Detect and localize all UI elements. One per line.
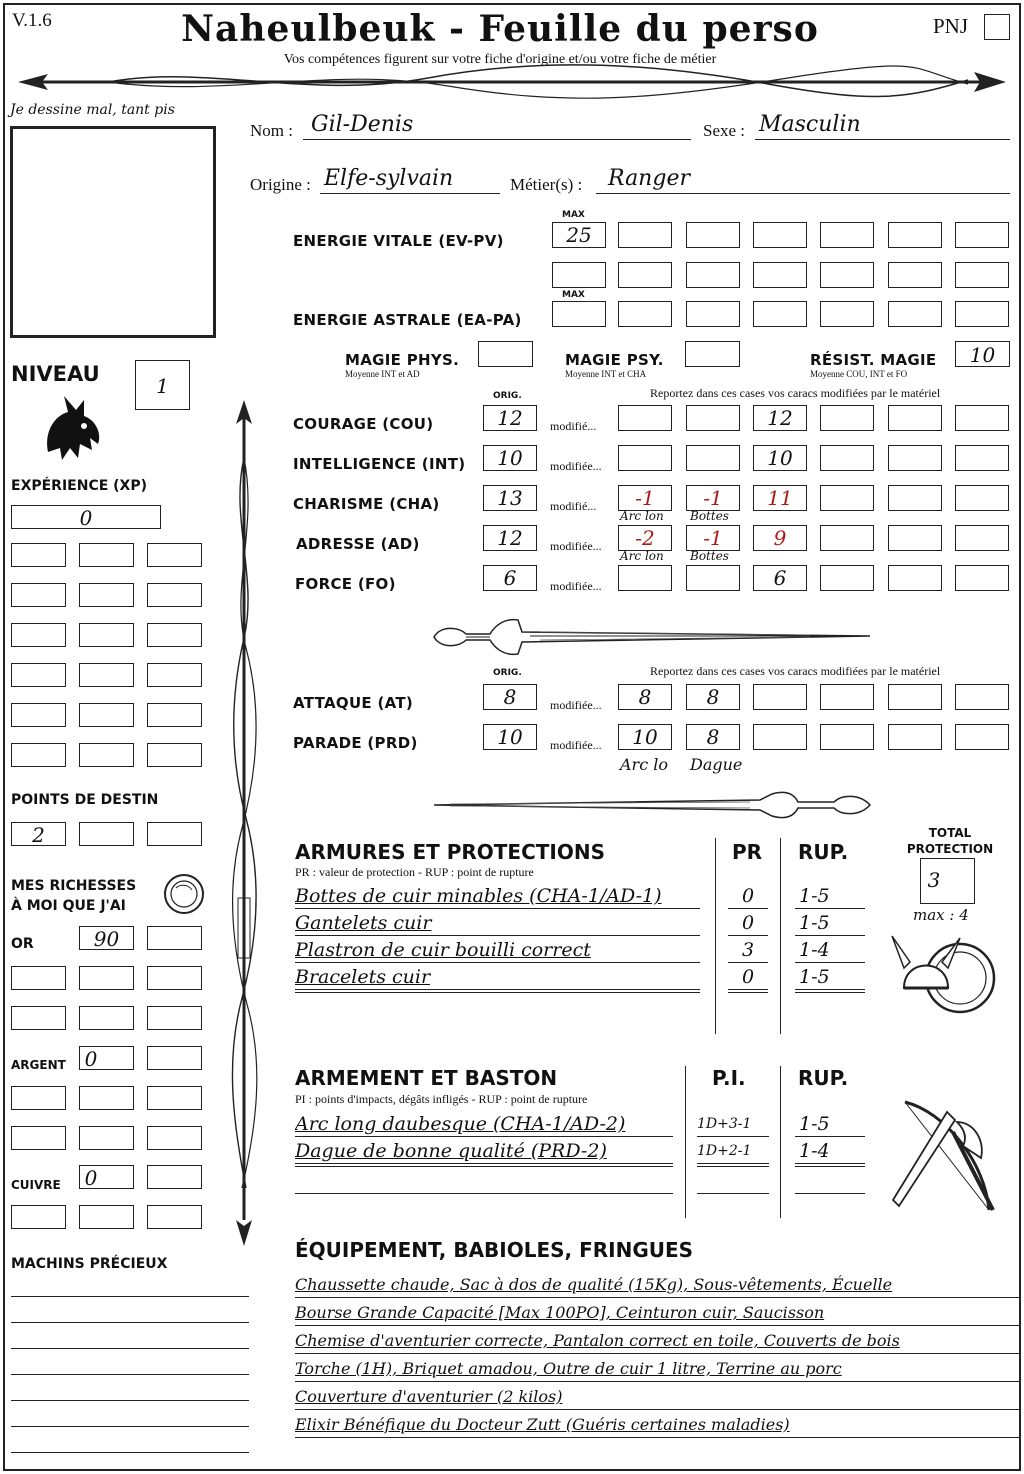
- ea-box-6[interactable]: [888, 301, 942, 327]
- armure-rup-4[interactable]: [795, 992, 865, 993]
- origine-label: Origine :: [250, 175, 311, 194]
- combat-m2-1[interactable]: [686, 724, 740, 750]
- ev-box-1[interactable]: [552, 222, 606, 248]
- carac-m3-2[interactable]: [753, 485, 807, 511]
- armure-rup-0[interactable]: 1-5: [795, 884, 865, 909]
- carac-label-3: ADRESSE (AD): [296, 535, 420, 553]
- nom-label: Nom :: [250, 121, 293, 140]
- xp-box-0-1[interactable]: [79, 543, 134, 567]
- armure-pr-0[interactable]: 0: [728, 884, 768, 909]
- carac-m2-0[interactable]: [686, 405, 740, 431]
- armure-name-3[interactable]: Bracelets cuir: [295, 965, 700, 990]
- destin-box-1[interactable]: 2: [11, 822, 66, 846]
- equip-line-5[interactable]: Elixir Bénéfique du Docteur Zutt (Guéris certaines maladies): [295, 1412, 1020, 1438]
- portrait-caption: Je dessine mal, tant pis: [10, 102, 175, 118]
- money-box-argent-1-1[interactable]: [79, 1126, 134, 1150]
- combat-mod-label-1: modifiée...: [550, 738, 602, 752]
- carac-m1-2-value: -1: [635, 486, 655, 510]
- carac-label-4: FORCE (FO): [295, 575, 396, 593]
- total-protection-label-2: PROTECTION: [906, 842, 994, 856]
- combat-m3-0[interactable]: [753, 684, 807, 710]
- xp-box-4-2[interactable]: [147, 703, 202, 727]
- combat-m2-1-value: 8: [706, 725, 720, 749]
- ev-box-4[interactable]: [753, 222, 807, 248]
- money-box-or-0-0[interactable]: [11, 966, 66, 990]
- ea-max-label: MAX: [562, 290, 585, 300]
- xp-box-5-1[interactable]: [79, 743, 134, 767]
- carac-m3-0-value: 12: [767, 406, 793, 430]
- coin-icon: [162, 872, 206, 916]
- carac-m2-4[interactable]: [686, 565, 740, 591]
- resist-magie-box[interactable]: 10: [955, 341, 1010, 367]
- sword-ornament-2: [430, 780, 875, 830]
- carac-note2-3: Bottes: [690, 549, 729, 563]
- weapons-icon: [885, 1092, 1005, 1220]
- carac-m6-1[interactable]: [955, 445, 1009, 471]
- money-box-argent-0-1[interactable]: [79, 1086, 134, 1110]
- combat-note: Reportez dans ces cases vos caracs modifiées par le matériel: [650, 664, 941, 678]
- combat-m4-1[interactable]: [820, 724, 874, 750]
- carac-orig-0-value: 12: [497, 406, 523, 430]
- armure-pr-2[interactable]: 3: [728, 938, 768, 963]
- combat-m1-0[interactable]: [618, 684, 672, 710]
- carac-m5-2[interactable]: [888, 485, 942, 511]
- ev-box-row2-3[interactable]: [686, 262, 740, 288]
- combat-m5-1[interactable]: [888, 724, 942, 750]
- nom-field[interactable]: Gil-Denis: [303, 112, 691, 140]
- carac-m1-2[interactable]: [618, 485, 672, 511]
- carac-m4-4[interactable]: [820, 565, 874, 591]
- equip-line-2[interactable]: Chemise d'aventurier correcte, Pantalon correct en toile, Couverts de bois: [295, 1328, 1020, 1354]
- carac-mod-label-4: modifiée...: [550, 579, 602, 593]
- metier-label: Métier(s) :: [510, 175, 583, 194]
- carac-m3-3[interactable]: [753, 525, 807, 551]
- money-box-argent-0-2[interactable]: [147, 1086, 202, 1110]
- arme-pi-1[interactable]: 1D+2-1: [697, 1139, 769, 1164]
- carac-m4-1[interactable]: [820, 445, 874, 471]
- xp-box-4-0[interactable]: [11, 703, 66, 727]
- page-title: Naheulbeuk - Feuille du perso: [181, 8, 819, 50]
- carac-m1-0[interactable]: [618, 405, 672, 431]
- ev-box-1-value: 25: [566, 223, 592, 247]
- money-box-argent-1-2[interactable]: [147, 1126, 202, 1150]
- ea-box-7[interactable]: [955, 301, 1009, 327]
- carac-m6-0[interactable]: [955, 405, 1009, 431]
- arme-rup-3[interactable]: [795, 1193, 865, 1194]
- xp-box-1-1[interactable]: [79, 583, 134, 607]
- money-box-or-1-0[interactable]: [11, 1006, 66, 1030]
- carac-m2-3-value: -1: [703, 526, 723, 550]
- argent-label: ARGENT: [11, 1058, 66, 1072]
- sexe-label: Sexe :: [703, 121, 746, 140]
- machin-line-1[interactable]: [11, 1322, 249, 1323]
- or-box-2[interactable]: [147, 926, 202, 950]
- carac-orig-2-value: 13: [497, 486, 523, 510]
- combat-orig-1-value: 10: [497, 725, 523, 749]
- ev-box-row2-5[interactable]: [820, 262, 874, 288]
- portrait-box[interactable]: [10, 126, 216, 338]
- armures-sub: PR : valeur de protection - RUP : point de rupture: [295, 865, 534, 879]
- ev-box-row2-4[interactable]: [753, 262, 807, 288]
- armures-pr-header: PR: [732, 840, 763, 864]
- money-box-or-0-2[interactable]: [147, 966, 202, 990]
- carac-orig-1-value: 10: [497, 446, 523, 470]
- armement-title: ARMEMENT ET BASTON: [295, 1066, 558, 1090]
- arme-pi-0[interactable]: 1D+3-1: [697, 1112, 769, 1137]
- machin-line-5[interactable]: [11, 1426, 249, 1427]
- arme-name-2[interactable]: [295, 1166, 673, 1167]
- combat-m1-1[interactable]: [618, 724, 672, 750]
- caracs-note: Reportez dans ces cases vos caracs modifiées par le matériel: [650, 386, 941, 400]
- richesses-label-1: MES RICHESSES: [11, 878, 137, 894]
- armure-rup-3[interactable]: 1-5: [795, 965, 865, 990]
- carac-m5-1[interactable]: [888, 445, 942, 471]
- carac-m3-1[interactable]: [753, 445, 807, 471]
- xp-box-1-2[interactable]: [147, 583, 202, 607]
- arme-name-0[interactable]: Arc long daubesque (CHA-1/AD-2): [295, 1112, 673, 1137]
- carac-m1-1[interactable]: [618, 445, 672, 471]
- money-box-or-1-1[interactable]: [79, 1006, 134, 1030]
- arme-pi-2[interactable]: [697, 1166, 769, 1167]
- richesses-label-2: À MOI QUE J'AI: [11, 898, 126, 914]
- page-subtitle: Vos compétences figurent sur votre fiche d'origine et/ou votre fiche de métier: [283, 52, 717, 67]
- carac-label-2: CHARISME (CHA): [293, 495, 440, 513]
- origine-field[interactable]: Elfe-sylvain: [320, 166, 500, 194]
- combat-m3-1[interactable]: [753, 724, 807, 750]
- ev-label: ENERGIE VITALE (EV-PV): [293, 232, 504, 250]
- staff-ornament: [226, 398, 262, 1248]
- xp-box-0-2[interactable]: [147, 543, 202, 567]
- carac-m4-3[interactable]: [820, 525, 874, 551]
- combat-m6-1[interactable]: [955, 724, 1009, 750]
- carac-m2-2-value: -1: [703, 486, 723, 510]
- carac-m5-3[interactable]: [888, 525, 942, 551]
- armures-rup-header: RUP.: [798, 840, 849, 864]
- armure-rup-1[interactable]: 1-5: [795, 911, 865, 936]
- ev-max-label: MAX: [562, 210, 585, 220]
- carac-m3-4[interactable]: [753, 565, 807, 591]
- magie-psy-box[interactable]: [685, 341, 740, 367]
- ea-box-4[interactable]: [753, 301, 807, 327]
- magie-psy-label: MAGIE PSY.: [565, 351, 664, 369]
- armement-divider-1: [685, 1066, 686, 1218]
- total-protection-box[interactable]: 3: [920, 858, 975, 904]
- metier-field[interactable]: Ranger: [596, 166, 1010, 194]
- or-label: OR: [11, 936, 34, 952]
- cuivre-label: CUIVRE: [11, 1178, 61, 1192]
- ev-box-2[interactable]: [618, 222, 672, 248]
- equip-line-3[interactable]: Torche (1H), Briquet amadou, Outre de cuir 1 litre, Terrine au porc: [295, 1356, 1020, 1382]
- armement-sub: PI : points d'impacts, dégâts infligés - RUP : point de rupture: [295, 1092, 588, 1106]
- carac-m3-0[interactable]: [753, 405, 807, 431]
- money-box-or-0-1[interactable]: [79, 966, 134, 990]
- carac-label-1: INTELLIGENCE (INT): [293, 455, 466, 473]
- combat-note-dague: Dague: [690, 755, 743, 774]
- carac-m6-2[interactable]: [955, 485, 1009, 511]
- combat-orig-0[interactable]: [483, 684, 537, 710]
- armure-pr-3[interactable]: 0: [728, 965, 768, 990]
- argent-box-2[interactable]: [147, 1046, 202, 1070]
- combat-orig-label: ORIG.: [493, 668, 522, 678]
- carac-orig-3-value: 12: [497, 526, 523, 550]
- armure-name-1[interactable]: Gantelets cuir: [295, 911, 700, 936]
- carac-m1-3[interactable]: [618, 525, 672, 551]
- resist-magie-sub: Moyenne COU, INT et FO: [810, 369, 908, 379]
- carac-mod-label-1: modifiée...: [550, 459, 602, 473]
- destin-label: POINTS DE DESTIN: [11, 792, 159, 808]
- carac-m1-3-value: -2: [635, 526, 655, 550]
- combat-m1-0-value: 8: [638, 685, 652, 709]
- carac-m2-2[interactable]: [686, 485, 740, 511]
- combat-mod-label-0: modifiée...: [550, 698, 602, 712]
- armures-divider-2: [780, 838, 781, 1034]
- combat-orig-1[interactable]: [483, 724, 537, 750]
- ea-box-5[interactable]: [820, 301, 874, 327]
- money-box-cuivre-0-0[interactable]: [11, 1205, 66, 1229]
- carac-m3-1-value: 10: [767, 446, 793, 470]
- carac-m3-3-value: 9: [773, 526, 787, 550]
- magie-phys-box[interactable]: [478, 341, 533, 367]
- carac-m1-4[interactable]: [618, 565, 672, 591]
- carac-m3-2-value: 11: [767, 486, 793, 510]
- armure-pr-4[interactable]: [728, 992, 768, 993]
- carac-note2-2: Bottes: [690, 509, 729, 523]
- magie-psy-sub: Moyenne INT et CHA: [565, 369, 647, 379]
- carac-orig-3[interactable]: [483, 525, 537, 551]
- carac-mod-label-3: modifiée...: [550, 539, 602, 553]
- dragon-icon: [40, 392, 106, 464]
- xp-box-0-0[interactable]: [11, 543, 66, 567]
- cuivre-box[interactable]: 0: [79, 1165, 134, 1189]
- xp-box-5-2[interactable]: [147, 743, 202, 767]
- xp-box[interactable]: 0: [11, 505, 161, 529]
- xp-box-5-0[interactable]: [11, 743, 66, 767]
- xp-box-4-1[interactable]: [79, 703, 134, 727]
- arme-rup-2[interactable]: [795, 1166, 865, 1167]
- carac-m5-0[interactable]: [888, 405, 942, 431]
- version-label: V.1.6: [12, 10, 52, 31]
- armement-pi-header: P.I.: [712, 1066, 746, 1090]
- money-box-cuivre-0-1[interactable]: [79, 1205, 134, 1229]
- sexe-field[interactable]: Masculin: [755, 112, 1010, 140]
- ev-box-6[interactable]: [888, 222, 942, 248]
- or-box[interactable]: 90: [79, 926, 134, 950]
- machin-line-3[interactable]: [11, 1374, 249, 1375]
- armement-divider-2: [780, 1066, 781, 1218]
- armures-title: ARMURES ET PROTECTIONS: [295, 840, 605, 864]
- carac-m6-4[interactable]: [955, 565, 1009, 591]
- carac-orig-2[interactable]: [483, 485, 537, 511]
- xp-box-3-1[interactable]: [79, 663, 134, 687]
- xp-box-3-0[interactable]: [11, 663, 66, 687]
- pnj-label: PNJ: [933, 14, 969, 38]
- ea-box-3[interactable]: [686, 301, 740, 327]
- equip-line-4[interactable]: Couverture d'aventurier (2 kilos): [295, 1384, 1020, 1410]
- caracs-orig-label: ORIG.: [493, 391, 522, 401]
- money-box-cuivre-0-2[interactable]: [147, 1205, 202, 1229]
- carac-orig-0[interactable]: [483, 405, 537, 431]
- equip-line-0[interactable]: Chaussette chaude, Sac à dos de qualité (15Kg), Sous-vêtements, Écuelle: [295, 1272, 1020, 1298]
- ea-label: ENERGIE ASTRALE (EA-PA): [293, 311, 522, 329]
- combat-m5-0[interactable]: [888, 684, 942, 710]
- total-protection-label-1: TOTAL: [928, 826, 972, 840]
- combat-m4-0[interactable]: [820, 684, 874, 710]
- spear-ornament-top: [8, 64, 1016, 100]
- ev-box-3[interactable]: [686, 222, 740, 248]
- niveau-box[interactable]: 1: [135, 360, 190, 410]
- carac-m3-4-value: 6: [773, 566, 787, 590]
- carac-note1-2: Arc lon: [620, 509, 664, 523]
- ev-box-row2-7[interactable]: [955, 262, 1009, 288]
- carac-note1-3: Arc lon: [620, 549, 664, 563]
- xp-box-3-2[interactable]: [147, 663, 202, 687]
- combat-m1-1-value: 10: [632, 725, 658, 749]
- ev-box-5[interactable]: [820, 222, 874, 248]
- armure-rup-2[interactable]: 1-4: [795, 938, 865, 963]
- armure-name-2[interactable]: Plastron de cuir bouilli correct: [295, 938, 700, 963]
- ev-box-row2-1[interactable]: [552, 262, 606, 288]
- carac-m6-3[interactable]: [955, 525, 1009, 551]
- xp-box-2-2[interactable]: [147, 623, 202, 647]
- carac-orig-4[interactable]: [483, 565, 537, 591]
- armures-divider-1: [715, 838, 716, 1034]
- carac-label-0: COURAGE (COU): [293, 415, 434, 433]
- armure-name-0[interactable]: Bottes de cuir minables (CHA-1/AD-1): [295, 884, 700, 909]
- max-protection-note: max : 4: [913, 906, 969, 924]
- ea-box-1[interactable]: [552, 301, 606, 327]
- armure-pr-1[interactable]: 0: [728, 911, 768, 936]
- cuivre-box-2[interactable]: [147, 1165, 202, 1189]
- combat-orig-0-value: 8: [503, 685, 517, 709]
- helmet-shield-icon: [890, 928, 1000, 1028]
- xp-box-2-0[interactable]: [11, 623, 66, 647]
- ev-box-row2-2[interactable]: [618, 262, 672, 288]
- combat-label-1: PARADE (PRD): [293, 734, 418, 752]
- carac-m4-2[interactable]: [820, 485, 874, 511]
- money-box-or-1-2[interactable]: [147, 1006, 202, 1030]
- machin-line-2[interactable]: [11, 1348, 249, 1349]
- armure-name-4[interactable]: [295, 992, 700, 993]
- machin-line-4[interactable]: [11, 1400, 249, 1401]
- equip-line-1[interactable]: Bourse Grande Capacité [Max 100PO], Ceinturon cuir, Saucisson: [295, 1300, 1020, 1326]
- combat-m2-0[interactable]: [686, 684, 740, 710]
- magie-phys-sub: Moyenne INT et AD: [345, 369, 420, 379]
- xp-box-2-1[interactable]: [79, 623, 134, 647]
- carac-m4-0[interactable]: [820, 405, 874, 431]
- ea-box-2[interactable]: [618, 301, 672, 327]
- equipement-title: ÉQUIPEMENT, BABIOLES, FRINGUES: [295, 1238, 694, 1262]
- ev-box-7[interactable]: [955, 222, 1009, 248]
- carac-m5-4[interactable]: [888, 565, 942, 591]
- carac-m2-3[interactable]: [686, 525, 740, 551]
- combat-note-arc: Arc lo: [620, 755, 668, 774]
- pnj-checkbox[interactable]: [984, 14, 1010, 40]
- machins-label: MACHINS PRÉCIEUX: [11, 1256, 168, 1272]
- xp-label: EXPÉRIENCE (XP): [11, 478, 148, 494]
- carac-m2-1[interactable]: [686, 445, 740, 471]
- money-box-argent-0-0[interactable]: [11, 1086, 66, 1110]
- ev-box-row2-6[interactable]: [888, 262, 942, 288]
- carac-mod-label-0: modifié...: [550, 419, 597, 433]
- arme-rup-0[interactable]: 1-5: [795, 1112, 865, 1137]
- armement-rup-header: RUP.: [798, 1066, 849, 1090]
- combat-label-0: ATTAQUE (AT): [293, 694, 414, 712]
- resist-magie-label: RÉSIST. MAGIE: [810, 351, 937, 369]
- niveau-label: NIVEAU: [11, 362, 100, 386]
- machin-line-0[interactable]: [11, 1296, 249, 1297]
- destin-box-3[interactable]: [147, 822, 202, 846]
- argent-box[interactable]: 0: [79, 1046, 134, 1070]
- magie-phys-label: MAGIE PHYS.: [345, 351, 460, 369]
- destin-box-2[interactable]: [79, 822, 134, 846]
- arme-name-3[interactable]: [295, 1193, 673, 1194]
- machin-line-6[interactable]: [11, 1452, 249, 1453]
- arme-rup-1[interactable]: 1-4: [795, 1139, 865, 1164]
- money-box-argent-1-0[interactable]: [11, 1126, 66, 1150]
- combat-m2-0-value: 8: [706, 685, 720, 709]
- combat-m6-0[interactable]: [955, 684, 1009, 710]
- arme-name-1[interactable]: Dague de bonne qualité (PRD-2): [295, 1139, 673, 1164]
- sword-ornament-1: [430, 612, 875, 662]
- carac-orig-4-value: 6: [503, 566, 517, 590]
- carac-mod-label-2: modifié...: [550, 499, 597, 513]
- arme-pi-3[interactable]: [697, 1193, 769, 1194]
- carac-orig-1[interactable]: [483, 445, 537, 471]
- xp-box-1-0[interactable]: [11, 583, 66, 607]
